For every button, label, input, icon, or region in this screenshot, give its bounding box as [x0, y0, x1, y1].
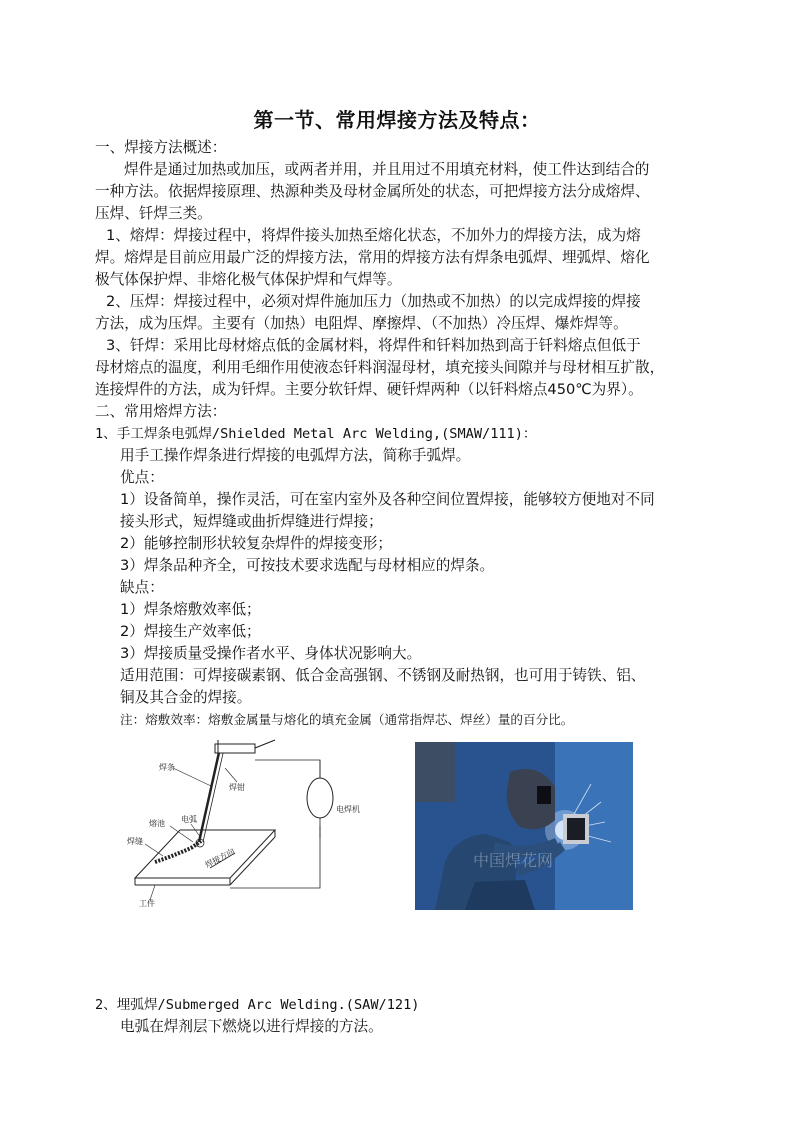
subsection-heading-smaw: 1、手工焊条电弧焊/Shielded Metal Arc Welding,(SMAW/111)：: [95, 426, 537, 442]
welder-photo: [415, 742, 633, 910]
paragraph-line: 2、压焊：焊接过程中，必须对焊件施加压力（加热或不加热）的以完成焊接的焊接: [106, 293, 641, 310]
welding-machine-diagram: [298, 760, 368, 840]
label-electrode: 焊条: [159, 763, 175, 772]
paragraph-line: 压焊、钎焊三类。: [95, 205, 212, 222]
paragraph-line: 铜及其合金的焊接。: [120, 689, 252, 706]
label-machine: 电焊机: [336, 805, 360, 814]
label-weld: 焊缝: [127, 837, 143, 846]
paragraph-line: 一种方法。依据焊接原理、热源种类及母材金属所处的状态，可把焊接方法分成熔焊、: [95, 183, 650, 200]
list-item: 3）焊接质量受操作者水平、身体状况影响大。: [120, 645, 422, 662]
section-heading-overview: 一、焊接方法概述：: [95, 139, 227, 156]
list-item: 1）焊条熔敷效率低；: [120, 601, 261, 618]
list-item: 接头形式，短焊缝或曲折焊缝进行焊接；: [120, 513, 383, 530]
list-item: 1）设备简单，操作灵活，可在室内室外及各种空间位置焊接，能够较方便地对不同: [120, 491, 655, 508]
page-title: 第一节、常用焊接方法及特点：: [253, 108, 541, 132]
paragraph-line: 方法，成为压焊。主要有（加热）电阻焊、摩擦焊、（不加热）冷压焊、爆炸焊等。: [95, 315, 628, 332]
paragraph-line: 适用范围：可焊接碳素钢、低合金高强钢、不锈钢及耐热钢，也可用于铸铁、铝、: [120, 667, 646, 684]
advantages-heading: 优点：: [120, 469, 164, 486]
note-line: 注：熔敷效率：熔敷金属量与熔化的填充金属（通常指焊芯、焊丝）量的百分比。: [120, 712, 574, 727]
paragraph-line: 电弧在焊剂层下燃烧以进行焊接的方法。: [120, 1018, 383, 1035]
paragraph-line: 用手工操作焊条进行焊接的电弧焊方法，简称手弧焊。: [120, 447, 471, 464]
paragraph-line: 母材熔点的温度，利用毛细作用使液态钎料润湿母材，填充接头间隙并与母材相互扩散，: [95, 359, 665, 376]
disadvantages-heading: 缺点：: [120, 579, 164, 596]
label-direction: 焊接方向: [203, 846, 237, 870]
list-item: 2）能够控制形状较复杂焊件的焊接变形；: [120, 535, 392, 552]
subsection-heading-saw: 2、埋弧焊/Submerged Arc Welding.(SAW/121): [95, 997, 420, 1013]
paragraph-line: 连接焊件的方法，成为钎焊。主要分软钎焊、硬钎焊两种（以钎料熔点450℃为界）。: [95, 381, 643, 398]
label-pool: 熔池: [149, 819, 165, 828]
paragraph-line: 1、熔焊：焊接过程中，将焊件接头加热至熔化状态，不加外力的焊接方法，成为熔: [106, 227, 641, 244]
label-arc: 电弧: [181, 815, 197, 824]
label-holder: 焊钳: [229, 783, 245, 792]
list-item: 2）焊接生产效率低；: [120, 623, 261, 640]
list-item: 3）焊条品种齐全，可按技术要求选配与母材相应的焊条。: [120, 557, 495, 574]
paragraph-line: 焊。熔焊是目前应用最广泛的焊接方法，常用的焊接方法有焊条电弧焊、埋弧焊、熔化: [95, 249, 650, 266]
paragraph-line: 极气体保护焊、非熔化极气体保护焊和气焊等。: [95, 271, 402, 288]
photo-watermark: 中国焊花网: [473, 851, 554, 870]
paragraph-line: 焊件是通过加热或加压，或两者并用，并且用过不用填充材料，使工件达到结合的: [124, 161, 650, 178]
section-heading-methods: 二、常用熔焊方法：: [95, 403, 227, 420]
paragraph-line: 3、钎焊：采用比母材熔点低的金属材料，将焊件和钎料加热到高于钎料熔点但低于: [106, 337, 641, 354]
label-workpiece: 工件: [139, 899, 155, 908]
welding-diagram: [125, 738, 325, 908]
